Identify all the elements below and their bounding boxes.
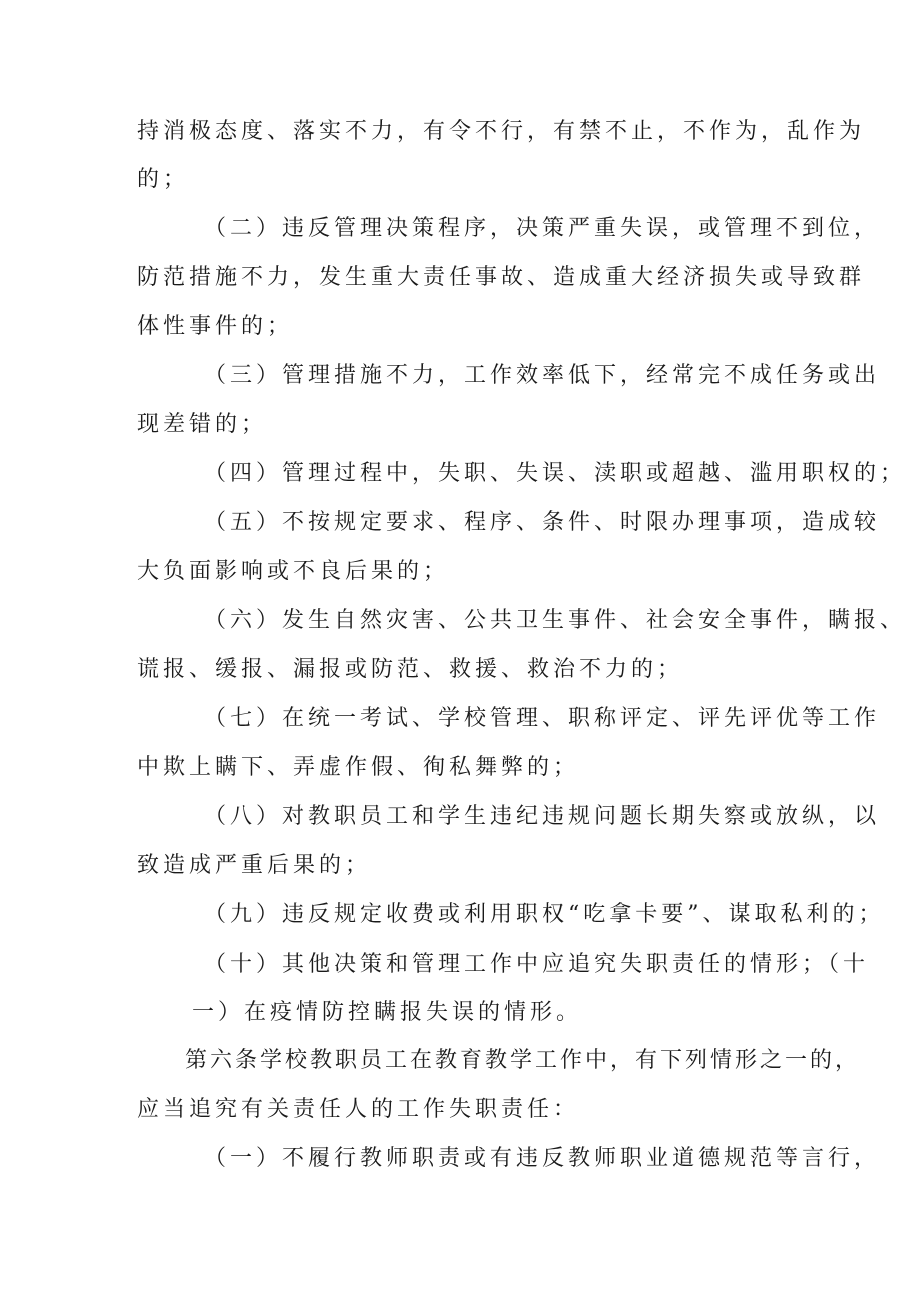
text-line: 中欺上瞒下、弄虚作假、徇私舞弊的； [137,755,580,780]
text-line: （九）违反规定收费或利用职权“吃拿卡要”、谋取私利的； [204,902,885,927]
text-line: 大负面影响或不良后果的； [137,559,450,584]
text-line: （六）发生自然灾害、公共卫生事件、社会安全事件，瞒报、 [204,608,907,633]
text-line: （二）违反管理决策程序，决策严重失误，或管理不到位， [204,216,881,241]
text-line: 现差错的； [137,412,268,437]
text-line: 持消极态度、落实不力，有令不行，有禁不止，不作为，乱作为 [137,119,866,144]
text-line: 一）在疫情防控瞒报失误的情形。 [192,1000,583,1025]
text-line: 致造成严重后果的； [137,853,372,878]
text-line: 第六条学校教职员工在教育教学工作中，有下列情形之一的， [185,1048,861,1073]
text-line: 的； [137,167,190,192]
text-line: （七）在统一考试、学校管理、职称评定、评先评优等工作 [204,706,881,731]
text-line: 防范措施不力，发生重大责任事故、造成重大经济损失或导致群 [137,265,866,290]
text-line: 谎报、缓报、漏报或防范、救援、救治不力的； [137,657,684,682]
text-line: （五）不按规定要求、程序、条件、时限办理事项，造成较 [204,510,881,535]
text-line: 体性事件的； [137,314,294,339]
text-line: （三）管理措施不力，工作效率低下，经常完不成任务或出 [204,363,881,388]
text-line: （八）对教职员工和学生违纪违规问题长期失察或放纵，以 [204,804,881,829]
text-line: （四）管理过程中，失职、失误、渎职或超越、滥用职权的； [204,461,907,486]
text-line: 应当追究有关责任人的工作失职责任： [137,1097,580,1122]
text-line: （十）其他决策和管理工作中应追究失职责任的情形；（十 [204,952,870,977]
text-line: （一）不履行教师职责或有违反教师职业道德规范等言行， [204,1146,881,1171]
